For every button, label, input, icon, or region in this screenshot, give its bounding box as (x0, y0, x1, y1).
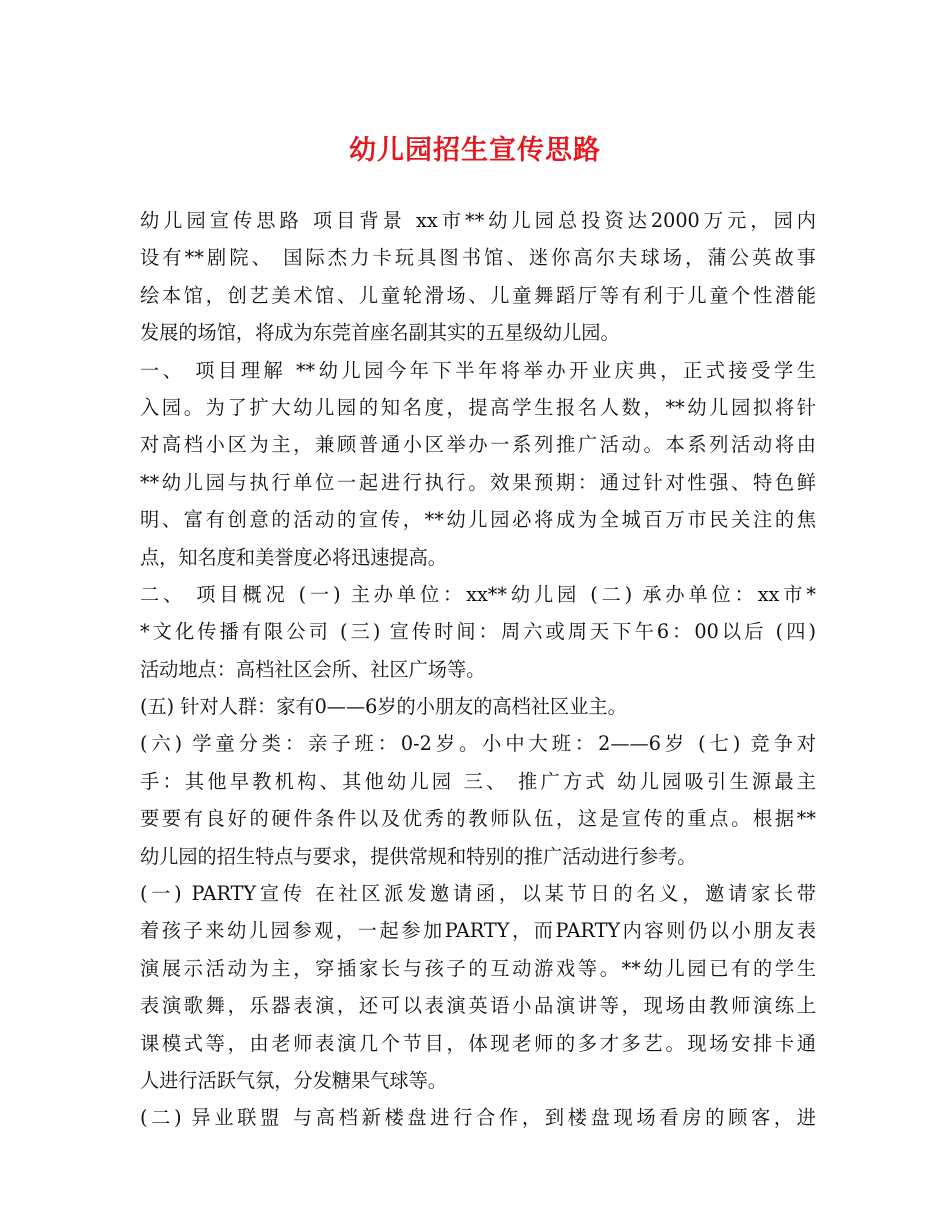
body-line: 发展的场馆，将成为东莞首座名副其实的五星级幼儿园。 (140, 321, 620, 345)
body-line: 二、 项目概况 (一) 主办单位：xx**幼儿园 (二) 承办单位：xx市* (140, 582, 816, 606)
body-line: 绘本馆，创艺美术馆、儿童轮滑场、儿童舞蹈厅等有利于儿童个性潜能 (140, 283, 816, 307)
body-line: 对高档小区为主，兼顾普通小区举办一系列推广活动。本系列活动将由 (140, 433, 816, 457)
body-line: (一) PARTY宣传 在社区派发邀请函，以某节日的名义，邀请家长带 (140, 882, 816, 906)
document-body (140, 202, 816, 1137)
body-line: 要要有良好的硬件条件以及优秀的教师队伍，这是宣传的重点。根据** (140, 807, 816, 831)
body-line: 幼儿园宣传思路 项目背景 xx市**幼儿园总投资达2000万元，园内 (140, 209, 816, 232)
body-line: 活动地点：高档社区会所、社区广场等。 (140, 657, 486, 681)
body-line: (五) 针对人群：家有0——6岁的小朋友的高档社区业主。 (140, 695, 627, 719)
body-line: 幼儿园的招生特点与要求，提供常规和特别的推广活动进行参考。 (140, 844, 697, 868)
document-title: 幼儿园招生宣传思路 (349, 135, 601, 166)
body-line: 点，知名度和美誉度必将迅速提高。 (140, 545, 447, 569)
body-line: 表演歌舞，乐器表演，还可以表演英语小品演讲等，现场由教师演练上 (140, 994, 816, 1018)
body-line: (六) 学童分类：亲子班：0-2岁。小中大班：2——6岁 (七) 竞争对 (140, 732, 816, 756)
body-line: 一、 项目理解 **幼儿园今年下半年将举办开业庆典，正式接受学生 (140, 358, 816, 382)
body-line: (二) 异业联盟 与高档新楼盘进行合作，到楼盘现场看房的顾客，进 (140, 1106, 816, 1130)
body-line: 设有**剧院、 国际杰力卡玩具图书馆、迷你高尔夫球场，蒲公英故事 (140, 246, 816, 270)
body-line: *文化传播有限公司 (三) 宣传时间：周六或周天下午6：00以后 (四) (140, 620, 816, 644)
body-line: 演展示活动为主，穿插家长与孩子的互动游戏等。**幼儿园已有的学生 (140, 956, 816, 980)
body-line: 人进行活跃气氛，分发糖果气球等。 (140, 1068, 447, 1092)
body-line: 课模式等，由老师表演几个节目，体现老师的多才多艺。现场安排卡通 (140, 1031, 816, 1055)
body-line: 着孩子来幼儿园参观，一起参加PARTY，而PARTY内容则仍以小朋友表 (140, 919, 816, 943)
body-line: 明、富有创意的活动的宣传，**幼儿园必将成为全城百万市民关注的焦 (140, 508, 816, 532)
body-line: **幼儿园与执行单位一起进行执行。效果预期：通过针对性强、特色鲜 (140, 470, 816, 494)
body-line: 手：其他早教机构、其他幼儿园 三、 推广方式 幼儿园吸引生源最主 (140, 769, 816, 793)
body-line: 入园。为了扩大幼儿园的知名度，提高学生报名人数，**幼儿园拟将针 (140, 395, 816, 419)
